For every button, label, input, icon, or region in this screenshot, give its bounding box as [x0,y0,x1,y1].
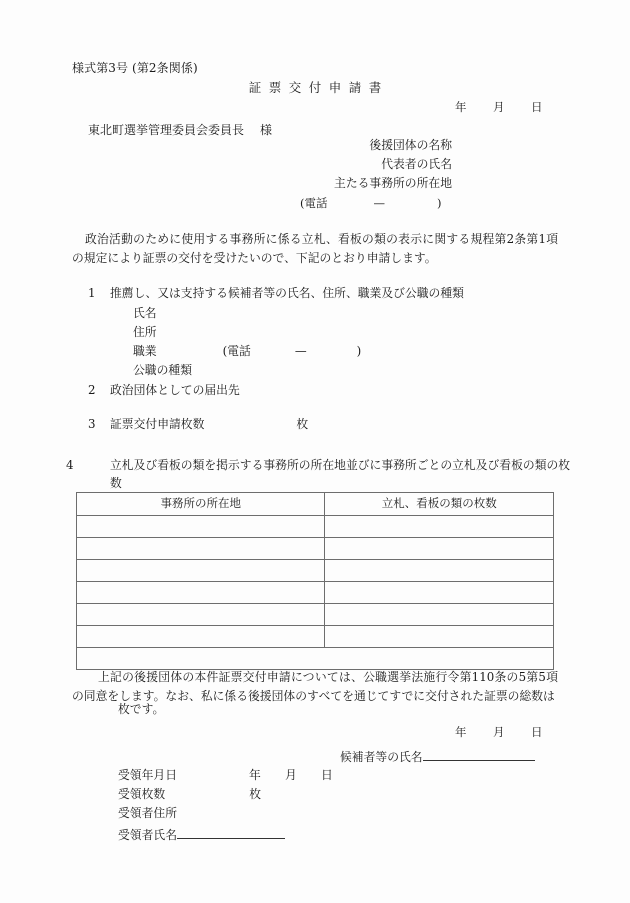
receipt-date-year: 年 [249,768,261,782]
receipt-name-line [118,827,285,842]
item-1-number: 1 [88,286,96,300]
consent-paragraph: 上記の後援団体の本件証票交付申請については、公職選挙法施行令第110条の5第5項の同意をします。なお、私に係る後援団体のすべてを通じてすでに交付された証票の総数は [72,670,558,704]
header-date-year: 年 [455,100,467,114]
table-cell-count[interactable] [325,604,554,626]
table-cell-count[interactable] [325,582,554,604]
phone-open-paren: (電話 [300,196,328,210]
item-2 [88,385,240,397]
table-footer-row[interactable] [77,648,554,670]
body-paragraph: 政治活動のために使用する事務所に係る立札、看板の類の表示に関する規程第2条第1項の規定により証票の交付を受けたいので、下記のとおり申請します。 [72,232,558,266]
receipt-address-label: 受領者住所 [118,806,177,820]
table-cell-address[interactable] [77,538,325,560]
receipt-date-label: 受領年月日 [118,768,177,782]
page-title: 証票交付申請書 [248,80,389,95]
table-row[interactable] [77,560,554,582]
form-number: 様式第3号 (第2条関係) [72,61,198,75]
table-cell-count[interactable] [325,626,554,648]
table-cell-address[interactable] [77,604,325,626]
table-cell-address[interactable] [77,560,325,582]
addressee-name: 東北町選挙管理委員会委員長 [88,123,245,137]
item-1-occupation-label: 職業 [133,344,157,358]
applicant-phone-line [300,198,442,210]
consent-total-unit: 枚です。 [118,702,165,716]
representative-name-label: 代表者の氏名 [381,156,452,171]
item-4-number: 4 [66,458,74,472]
applicant-block [200,140,452,189]
table-cell-count[interactable] [325,538,554,560]
table-body [77,516,554,670]
table-cell-address[interactable] [77,582,325,604]
table-cell-address[interactable] [77,626,325,648]
receipt-count-label: 受領枚数 [118,787,166,801]
table-header-row [77,493,554,516]
receipt-count-unit: 枚 [249,787,262,801]
table-row[interactable] [77,582,554,604]
organization-name-label: 後援団体の名称 [369,138,452,152]
item-1-phone-open: (電話 [222,344,251,358]
table-cell-address[interactable] [77,516,325,538]
item-3-unit: 枚 [296,417,309,431]
consent-date-month: 月 [493,725,505,739]
addressee [88,124,272,136]
item-3-number: 3 [88,417,96,431]
addressee-honorific: 様 [260,123,273,137]
candidate-name-label: 候補者等の氏名 [340,750,423,765]
table-row[interactable] [77,626,554,648]
candidate-name-input[interactable] [423,749,535,761]
item-1-occupation-field [133,346,361,358]
header-date-line [455,102,543,114]
phone-close-paren: ) [437,196,442,210]
receipt-name-input[interactable] [177,827,285,839]
office-table [76,492,554,670]
table-cell-count[interactable] [325,560,554,582]
candidate-signature-line [340,749,535,764]
table-row[interactable] [77,516,554,538]
receipt-address-line [118,808,177,820]
item-3 [88,419,308,431]
item-2-label: 政治団体としての届出先 [110,383,240,397]
main-office-address-label: 主たる事務所の所在地 [334,175,452,190]
item-4-label: 立札及び看板の類を掲示する事務所の所在地並びに事務所ごとの立札及び看板の類の枚数 [110,458,571,491]
consent-date-line [455,727,543,739]
item-3-label: 証票交付申請枚数 [110,417,205,431]
header-date-day: 日 [531,100,543,114]
item-1 [88,288,464,300]
item-2-number: 2 [88,383,96,397]
item-1-office-type-field: 公職の種類 [133,363,192,377]
item-1-label: 推薦し、又は支持する候補者等の氏名、住所、職業及び公職の種類 [110,286,464,300]
item-4 [66,456,580,493]
consent-date-day: 日 [531,725,543,739]
item-1-address-field: 住所 [133,325,157,339]
item-1-name-field: 氏名 [133,306,157,320]
table-header-count: 立札、看板の類の枚数 [325,493,554,516]
receipt-name-label: 受領者氏名 [118,828,177,843]
receipt-date-line [118,770,333,782]
table-header-address: 事務所の所在地 [77,493,325,516]
table-footer-cell[interactable] [77,648,554,670]
phone-dash: — [373,196,385,210]
receipt-date-month: 月 [285,768,297,782]
receipt-date-day: 日 [321,768,333,782]
receipt-count-line [118,789,261,801]
consent-date-year: 年 [455,725,467,739]
table-cell-count[interactable] [325,516,554,538]
item-1-phone-dash: — [294,344,307,358]
table-row[interactable] [77,538,554,560]
table-row[interactable] [77,604,554,626]
header-date-month: 月 [493,100,505,114]
item-1-phone-close: ) [356,344,362,358]
